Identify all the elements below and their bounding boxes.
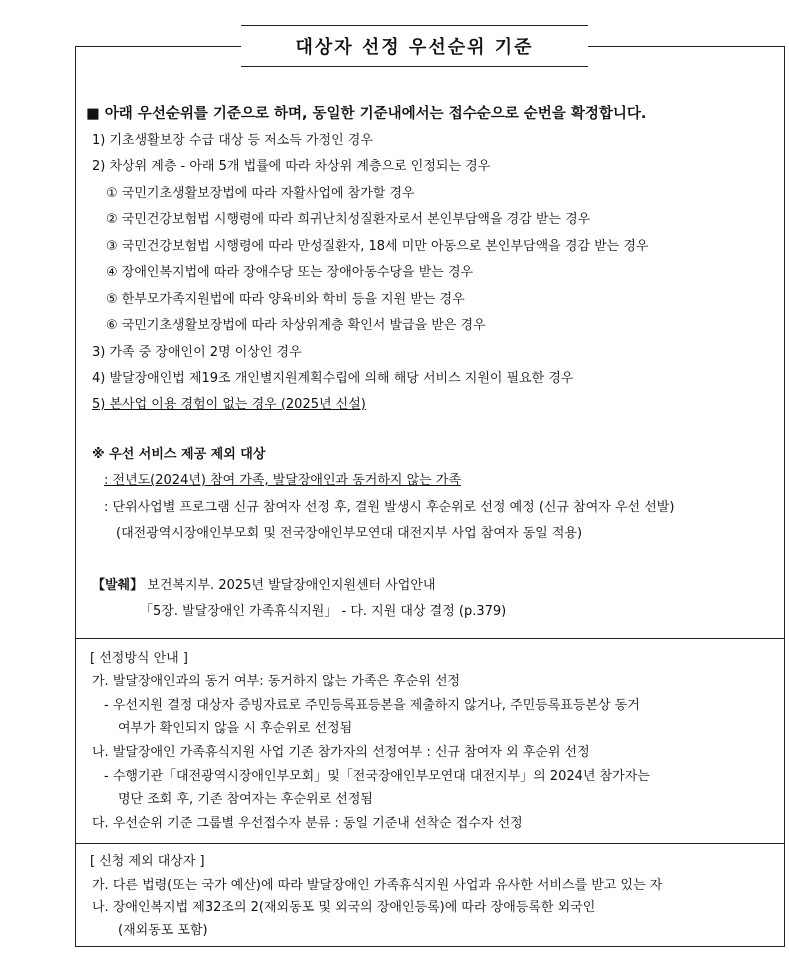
method-line-6: 명단 조회 후, 기존 참여자는 후순위로 선정됨 [118, 792, 373, 807]
sub-item-3: ③ 국민건강보험법 시행령에 따라 만성질환자, 18세 미만 아동으로 본인부담액을 경감 받는 경우 [106, 239, 649, 254]
exclusion-item-2: : 단위사업별 프로그램 신규 참여자 선정 후, 결원 발생시 후순위로 선정 예정 (신규 참여자 우선 선발) [104, 500, 675, 515]
excluded-line-3: (재외동포 포함) [118, 923, 208, 938]
method-line-4: 나. 발달장애인 가족휴식지원 사업 기존 참가자의 선정여부 : 신규 참여자 외 후순위 선정 [92, 745, 590, 760]
source-label: 【발췌】 [92, 578, 144, 593]
method-line-2: - 우선지원 결정 대상자 증빙자료로 주민등록표등본을 제출하지 않거나, 주민등록표등본상 동거 [104, 698, 640, 713]
method-line-1: 가. 발달장애인과의 동거 여부: 동거하지 않는 가족은 후순위 선정 [92, 674, 461, 689]
page-title: 대상자 선정 우선순위 기준 [241, 26, 588, 66]
sub-item-4: ④ 장애인복지법에 따라 장애수당 또는 장애아동수당을 받는 경우 [106, 265, 474, 280]
exclusion-item-1: : 전년도(2024년) 참여 가족, 발달장애인과 동거하지 않는 가족 [104, 473, 461, 488]
title-right-rule [588, 46, 785, 47]
exclusion-title: ※ 우선 서비스 제공 제외 대상 [92, 447, 266, 462]
exclusion-item-3: (대전광역시장애인부모회 및 전국장애인부모연대 대전지부 사업 참여자 동일 적용) [116, 526, 583, 541]
priority-1: 1) 기초생활보장 수급 대상 등 저소득 가정인 경우 [92, 133, 373, 148]
priority-5: 5) 본사업 이용 경험이 없는 경우 (2025년 신설) [92, 397, 366, 412]
document-frame [75, 46, 785, 947]
sub-item-2: ② 국민건강보험법 시행령에 따라 희귀난치성질환자로서 본인부담액을 경감 받는 경우 [106, 212, 591, 227]
method-line-7: 다. 우선순위 기준 그룹별 우선접수자 분류 : 동일 기준내 선착순 접수자 선정 [92, 816, 523, 831]
excluded-line-1: 가. 다른 법령(또는 국가 예산)에 따라 발달장애인 가족휴식지원 사업과 유사한 서비스를 받고 있는 자 [92, 878, 663, 893]
method-title: [ 선정방식 안내 ] [90, 651, 188, 666]
intro-statement: ■ 아래 우선순위를 기준으로 하며, 동일한 기준내에서는 접수순으로 순번을 확정합니다. [86, 106, 647, 122]
title-left-rule [75, 46, 241, 47]
source-line-1 [92, 577, 435, 595]
method-line-5: - 수행기관「대전광역시장애인부모회」및「전국장애인부모연대 대전지부」의 2024년 참가자는 [104, 769, 650, 784]
sub-item-6: ⑥ 국민기초생활보장법에 따라 차상위계층 확인서 발급을 받은 경우 [106, 318, 486, 333]
sub-item-1: ① 국민기초생활보장법에 따라 자활사업에 참가할 경우 [106, 186, 415, 201]
section-divider-1 [76, 638, 784, 639]
excluded-title: [ 신청 제외 대상자 ] [90, 854, 205, 869]
priority-2: 2) 차상위 계층 - 아래 5개 법률에 따라 차상위 계층으로 인정되는 경우 [92, 159, 491, 174]
priority-4: 4) 발달장애인법 제19조 개인별지원계획수립에 의해 해당 서비스 지원이 필요한 경우 [92, 371, 574, 386]
source-line-2: 「5장. 발달장애인 가족휴식지원」 - 다. 지원 대상 결정 (p.379) [140, 604, 507, 619]
sub-item-5: ⑤ 한부모가족지원법에 따라 양육비와 학비 등을 지원 받는 경우 [106, 292, 465, 307]
excluded-line-2: 나. 장애인복지법 제32조의 2(재외동포 및 외국의 장애인등록)에 따라 장애등록한 외국인 [92, 900, 596, 915]
section-divider-2 [76, 843, 784, 844]
priority-3: 3) 가족 중 장애인이 2명 이상인 경우 [92, 345, 302, 360]
source-text-1: 보건복지부. 2025년 발달장애인지원센터 사업안내 [147, 578, 436, 593]
method-line-3: 여부가 확인되지 않을 시 후순위로 선정됨 [118, 721, 353, 736]
title-bottom-rule [241, 66, 588, 67]
